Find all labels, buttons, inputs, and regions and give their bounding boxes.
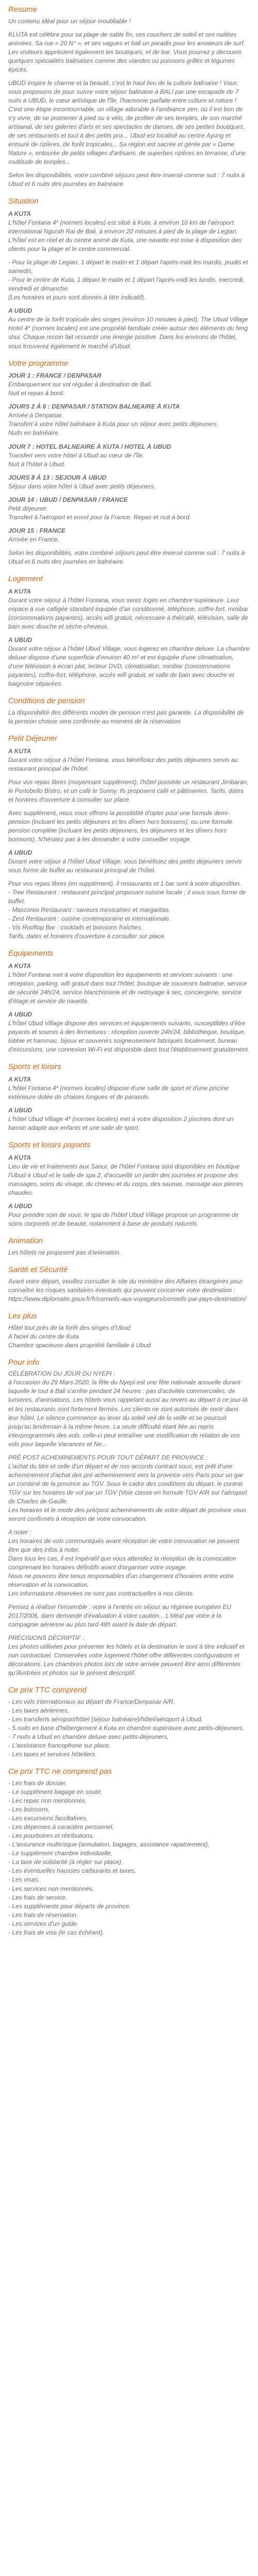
paragraph: A noter : Les horaires de vols communiqués avant réception de votre convocation ne peuvent être que des infos à noter. Dans tous les cas, il est impératif que vous attendiez la réception de la convocation comprenant les horaires définitifs avant d'organiser votre voyage. Nous ne pouvons être tenus responsables d'un changement d'horaires entre votre réservation et la convocation. Les informations réservées ne sont pas contractuelles à nos clients.	[8, 1528, 239, 1598]
paragraph: Durant votre séjour à l'hôtel Ubud Village, vous bénéficiez des petits déjeuners servis sous forme de buffet au restaurant principal de l'hôtel.	[8, 857, 242, 874]
paragraph: Arrivée en France.	[8, 535, 59, 543]
paragraph: Durant votre séjour à l'hôtel Fontana, vous serez logés en chambre supérieure. Leur espace à vue calligée standard équipée d'air conditionné, téléphone, coffre-fort, minibar (consommations payantes), accès wifi gratuit, nécessaire à thé/café, télévision, salle de bain avec douche et sèche-cheveux.	[8, 596, 249, 630]
section-animation	[8, 1236, 250, 1257]
paragraph: Séjour dans votre hôtel à Ubud avec petits déjeuners.	[8, 482, 156, 490]
paragraph: L'hôtel Ubud Village dispose des services et équipements suivants, susceptibles d'être payants et soumis à des fermetures : réception ouverte 24h/24, bibliothèque, boutique, lobbie et hammac, bijoux et souvenirs soigneusement fabriqués localement, bureau d'excursions, une connexion Wi-Fi est disponible dans tout l'établissement gratuitement.	[8, 1020, 250, 1054]
list-item: - Les transferts aéroport/hôtel (séjour balnéaire)/hôtel/aéroport à Ubud,	[8, 1715, 250, 1724]
paragraph: Selon les disponibilités, votre combiné séjours peut être inversé comme suit : 7 nuits à Ubud et 6 nuits des journées en balnéaire.	[8, 172, 245, 188]
subheading: A KUTA	[8, 962, 31, 970]
paragraph: PRÉCISIONS DÉCRIPTIF : Les photos utilisées pour présenter les hôtels et la destination le sont à titre indicatif et non contractuel. Conservées votre logement l'hôtel offre différentes configurations et décorations. Les chambres photos lors de votre arrivée peuvent être ainsi différentes qu'illustrées et photos sur le présent descriptif.	[8, 1634, 245, 1677]
section-sports-payants	[8, 1141, 250, 1228]
subheading: JOUR 7 : HOTEL BALNEAIRE À KUTA / HOTEL À UBUD	[8, 443, 171, 450]
paragraph: Au centre de la forêt tropicale des singes (environ 10 minutes à pied), The Ubud Village Hotel 4* (normes locales) est une propriété familiale créée autour des éléments du feng shui. Chaque recoin fait ressentir une énergie positive. Dans les environs de l'hôtel, vous trouverez également le marché d'Ubud.	[8, 316, 248, 350]
subheading: A KUTA	[8, 1154, 31, 1161]
section-resume	[8, 5, 250, 189]
subheading: JOUR 1 : FRANCE / DENPASAR	[8, 372, 102, 380]
section-title-info: Pour info	[8, 1358, 40, 1367]
paragraph: KLUTA est célèbre pour sa plage de sable fin, ses couchers de soleil et ses nuitées animées. Sa rue « 20 N° », et ses vagues et bali un paradis pour les amateurs de surf. Les visiteurs apprécient également les boutiques, et de bar. Vous pourrez y découvrir quelques spécialités balinaises comme des viandes ou poissons grillés et légumes épicés.	[8, 30, 246, 73]
list-item: - Les frais de réservation.	[8, 1911, 250, 1920]
section-title-programme: Votre programme	[8, 359, 69, 368]
list-item: - 5 nuits en base d'hébergement à Kuta en chambre supérieure avec petits-déjeuners,	[8, 1724, 250, 1733]
section-title-logement: Logement	[8, 574, 43, 583]
list-item: - Les excursions facultatives,	[8, 1814, 250, 1823]
subheading: JOUR 15 : FRANCE	[8, 527, 66, 534]
subheading: A UBUD	[8, 849, 33, 856]
section-title-sports-loisirs: Sports et loisirs	[8, 1062, 61, 1072]
paragraph: La disponibilité des différents modes de pension n'est pas garantie. La disponibilité de la pension choisie sera confirmée au moment de la réservation.	[8, 708, 244, 725]
paragraph: L'hôtel Fontana met à votre disposition les équipements et services suivants : une réception, parking, wifi gratuit dans tout l'hôtel, boutique de souvenirs balinaise, service de sécurité 24h/24, service blanchisserie et de nettoyage à sec, conciergerie, service d'étage et service de navette.	[8, 971, 247, 1005]
subheading: A UBUD	[8, 1202, 33, 1210]
section-title-resume: Resume	[8, 5, 37, 14]
list-item: - Les repas non mentionnés,	[8, 1797, 250, 1805]
section-sports-loisirs	[8, 1062, 250, 1132]
subheading: A UBUD	[8, 1107, 33, 1114]
list-item: - Les pourboires et rétributions,	[8, 1832, 250, 1840]
paragraph: CÉLÉBRATION DU JOUR DU NYEPI : à l'occasion du 29 Mars 2020, la fête du Nyepi est une fête nationale annuelle durant laquelle le tout à Bali s'arrête pendant 24 heures : pas d'activités commerciales, de lumières, d'animations. Les hôtels vous rappelant aussi au revers au départ à ce jour-là et les restaurants sont fortement fermés. Les clients ne sont autorisés de sortir dans leur hôtel. Le silence commence au lever du soleil veil de la veille et se poursuit jusqu'au lendemain à la même heure. La seule difficulté étant liée au repris interprogrammés des vols, celle-ci peut entraîner une modification de relation de vos vols pour laquelle Vacances et Ne...	[8, 1370, 248, 1448]
subheading: JOUR 14 : UBUD / DENPASAR / FRANCE	[8, 496, 128, 503]
list-item: - Les boissons,	[8, 1805, 250, 1814]
paragraph: L'hôtel Ubud Village 4* (normes locales) met à votre disposition 2 piscines dont un bassin adapté aux enfants et une salle de sport.	[8, 1115, 234, 1132]
paragraph: Petit déjeuner. Transfert à l'aéroport et envol pour la France. Repas et nuit à bord.	[8, 504, 191, 521]
paragraph: - Pour la plage de Legian, 1 départ le matin et 1 départ l'après-midi les mardis, jeudis et samedis. - Pour le centre de Kuta, 1 départ le matin et 1 départ l'après-midi les lundis, mercredi, vendredi et dimanche. (Les horaires et jours sont donnés à titre indicatif).	[8, 259, 248, 301]
section-prix-ne-comprend	[8, 1767, 250, 1937]
subheading: A KUTA	[8, 587, 31, 595]
section-title-animation: Animation	[8, 1236, 43, 1246]
bullet-list	[8, 1698, 250, 1759]
list-item: - Les taxes et services hôteliers.	[8, 1750, 250, 1759]
subheading: JOURS 8 À 13 : SEJOUR À UBUD	[8, 473, 107, 481]
section-title-situation: Situation	[8, 197, 39, 206]
section-programme	[8, 359, 250, 566]
list-item: - Les services non mentionnés,	[8, 1885, 250, 1893]
paragraph: Transfert vers votre hôtel à Ubud au cœur de l'île. Nuit à l'hôtel à Ubud.	[8, 451, 144, 468]
paragraph: Arrivée à Denpasar. Transfert à votre hôtel balnéaire à Kuta pour un séjour avec petits déjeuners. Nuits en balnéaire.	[8, 412, 219, 437]
list-item: - Les services d'un guide.	[8, 1920, 250, 1928]
paragraph: UBUD inspire le charme et la beauté, c'est le haut lieu de la culture balinaise ! Vous vous proposons de pour suivre votre séjour balinaise à BALI par une escapade de 7 nuits à UBUD, le cœur artistique de l'île, l'harmonie parfaite entre culture et nature ! C'est une étape incontournable, un village adorable à l'ambiance zen, où il est bon de s'y vivre, de se promener à pied ou à vélo, de profiter de ses temples, de son marché artisanal, de ses galeries d'arts et ses spectacles de danses, de ses petites boutiques, de ses restaurants et tout à des petits prix... Ubud est localisé au centre Ayung et entouré de rizières, de forêt tropicales... Sa région est sacrée et gérée par « Dame Nature », entourée de petits villages d'artisans, de superbes rizières en terrasse, d'une multitude de temples...	[8, 79, 246, 166]
paragraph: Lieu de vie et traitements aux Sanur, de l'hôtel Fontana sont disponibles en boutique l'Ubud à Ubud et le salle de spa 2, d'accueillir un jardin des journées et propose des massages, soins du visage, du cheveu et du corps, des saunas, massage aux pierres chaudes.	[8, 1162, 243, 1197]
section-equipements	[8, 949, 250, 1054]
subheading: A UBUD	[8, 636, 33, 643]
list-item: - Les éventuelles hausses carburants et taxes,	[8, 1867, 250, 1875]
paragraph: Pour vos repas libres (moyennant supplément), l'hôtel possède un restaurant Jimbaran, le Portobello Bistro, et un café le Sunny. Ils proposent café et pâtisseries. Tarifs, dates et horaires d'ouverture à consulter sur place.	[8, 778, 249, 803]
subheading: A UBUD	[8, 307, 33, 315]
section-title-prix-ne-comprend: Ce prix TTC ne comprend pas	[8, 1767, 112, 1776]
list-item: - Les dépenses à caractère personnel,	[8, 1823, 250, 1832]
list-item: - L'assistance francophone sur place,	[8, 1741, 250, 1750]
subheading: A UBUD	[8, 1011, 33, 1019]
section-title-petit-dejeuner: Petit Déjeuner	[8, 734, 58, 743]
list-item: - Les taxes aériennes,	[8, 1706, 250, 1715]
list-item: - Le supplément bagage en soute,	[8, 1788, 250, 1797]
bullet-list	[8, 1779, 250, 1937]
section-logement	[8, 574, 250, 688]
list-item: - 7 nuits à Ubud en chambre deluxe avec petits-déjeuners,	[8, 1733, 250, 1741]
section-petit-dejeuner	[8, 734, 250, 941]
paragraph: PRÉ POST ACHEMINEMENTS POUR TOUT DÉPART DE PROVINCE : L'achat du titre et celle d'un départ et de nos accords contract sous, est prêt d'une acheminement d'achat des pré-acheminement vers la province vers Paris pour un gar un combiné de la province au TGV. Sous le cadre des conditions du départ, le contrat TGV sur les horaires de vol par un TGV (Voie classe en formule TGV AIR sur l'aéroport de Charles de Gaulle. Les horaires et le mode des pré/post acheminements de votre départ de province vous seront confirmés à réception de votre convocation.	[8, 1453, 247, 1522]
paragraph: Hôtel tout près de la forêt des singes d'Ubud A faciel du centre de Kuta Chambre spacieuse dans propriété familiale à Ubud	[8, 1324, 151, 1349]
list-item: - Les vols internationaux au départ de France/Denpasar A/R,	[8, 1698, 250, 1706]
paragraph: L'hôtel Fontana 4* (normes locales) dispose d'une salle de sport et d'une piscine extérieure dotée de chaises longues et de parasols.	[8, 1084, 229, 1101]
paragraph: Pour vos repas libres (en supplément), il restaurants et 1 bar sont à votre disposition. - Tree Restaurant : restaurant principal proposant cuisine locale ; il vous sous forme de buffet. - Mascoreo Restaurant : saveurs mexicaines et margaritas. - Zest Restaurant : cuisine contemporaine et internationale. - Vis Rooftop Bar : cocktails et boissons fraîches. Tarifs, dates et horaires d'ouverture à consulter sur place.	[8, 879, 246, 940]
list-item: - La taxe de solidarité (à régler sur place),	[8, 1858, 250, 1867]
section-situation	[8, 197, 250, 350]
section-info	[8, 1358, 250, 1678]
paragraph: L'hôtel Fontana 4* (normes locales) est situé à Kuta, à environ 10 km de l'aéroport international Ngurah Rai de Bali, à environ 20 minutes à pied de la plage de Legian. L'hôtel est en réel et du centre animé de Kuta, une navette est mise à disposition des clients pour la plage et le centre commercial.	[8, 219, 241, 253]
subheading: A KUTA	[8, 1075, 31, 1083]
paragraph: Un contenu idéal pour un séjour inoubliable !	[8, 17, 131, 25]
section-title-sports-payants: Sports et loisirs payants	[8, 1141, 91, 1150]
section-les-plus	[8, 1312, 250, 1350]
paragraph: Avec supplément, nous vous offrons la possibilité d'opter pour une formule demi-pension (incluant les petits déjeuners et les dîners hors boissons), ou une formule pension complète (incluant les petits déjeuners, les déjeuners et les dîners hors boissons). N'hésitez pas à les demander à votre conseiller voyage.	[8, 809, 233, 843]
section-title-sante: Santé et Sécurité	[8, 1265, 68, 1274]
list-item: - L'assurance multirisque (annulation, bagages, assistance rapatriement),	[8, 1840, 250, 1849]
list-item: - Les frais de visa (le cas échéant).	[8, 1928, 250, 1937]
list-item: - Les visas,	[8, 1875, 250, 1884]
list-item: - Les suppléments pour départs de province.	[8, 1902, 250, 1911]
paragraph: Durant votre séjour à l'hôtel Fontana, vous bénéficiez des petits déjeuners servis au restaurant principal de l'hôtel.	[8, 756, 238, 772]
paragraph: Avant votre départ, veuillez consulter le site du ministère des Affaires étrangères pour connaître les risques sanitaires éventuels qui peuvent concerner votre destination : https://www.diplomatie.gouv.fr/fr/conseils-aux-voyageurs/conseils-par-pays-destination/	[8, 1277, 247, 1302]
subheading: JOURS 2 À 6 : DENPASAR / STATION BALNEAIRE À KUTA	[8, 403, 180, 411]
paragraph: Durant votre séjour à l'hôtel Ubud Village, vous logerez en chambre deluxe. La chambre deluxe dispose d'une superficie d'environ 40 m² et est équipée d'une climatisation, d'une télévision à écran plat, lecteur DVD, climatisation, minibar (consommations payantes), coffre-fort, téléphone, accès wifi gratuit, et salle de bain avec douche et baignoire séparées.	[8, 645, 250, 687]
paragraph: Pour prendre soin de vous, le spa de l'hôtel Ubud Village propose un programme de soins corporels et de beauté, notamment à base de produits naturels.	[8, 1211, 239, 1228]
section-title-prix-comprend: Ce prix TTC comprend	[8, 1686, 87, 1695]
subheading: A KUTA	[8, 210, 31, 218]
paragraph: Embarquement sur vol régulier à destination de Bali. Nuit et repas à bord.	[8, 381, 152, 397]
subheading: A KUTA	[8, 747, 31, 755]
list-item: - Les frais de service.	[8, 1893, 250, 1902]
section-conditions	[8, 697, 250, 726]
section-title-les-plus: Les plus	[8, 1311, 37, 1320]
paragraph: Selon les disponibilités, votre combiné séjours peut être inversé comme suit : 7 nuits à Ubud et 6 nuits des journées en balnéaire.	[8, 549, 245, 565]
list-item: - Les frais de dossier,	[8, 1779, 250, 1788]
section-prix-comprend	[8, 1686, 250, 1759]
paragraph: Les hôtels ne proposent pas d'animation.	[8, 1248, 121, 1256]
list-item: - Le supplément chambre individuelle,	[8, 1849, 250, 1858]
paragraph: Pensez à réaliser l'ensemble : votre à l'entrée en séjour au régimee européen EU 2017/2006, dans demande d'évaluation à votre caution... L'idéal par votre à la compagnie aérienne au plus tard 48h avant la date de départ.	[8, 1603, 232, 1629]
section-sante	[8, 1265, 250, 1303]
section-title-equipements: Equipements	[8, 949, 54, 958]
section-title-conditions: Conditions de pension	[8, 696, 85, 705]
